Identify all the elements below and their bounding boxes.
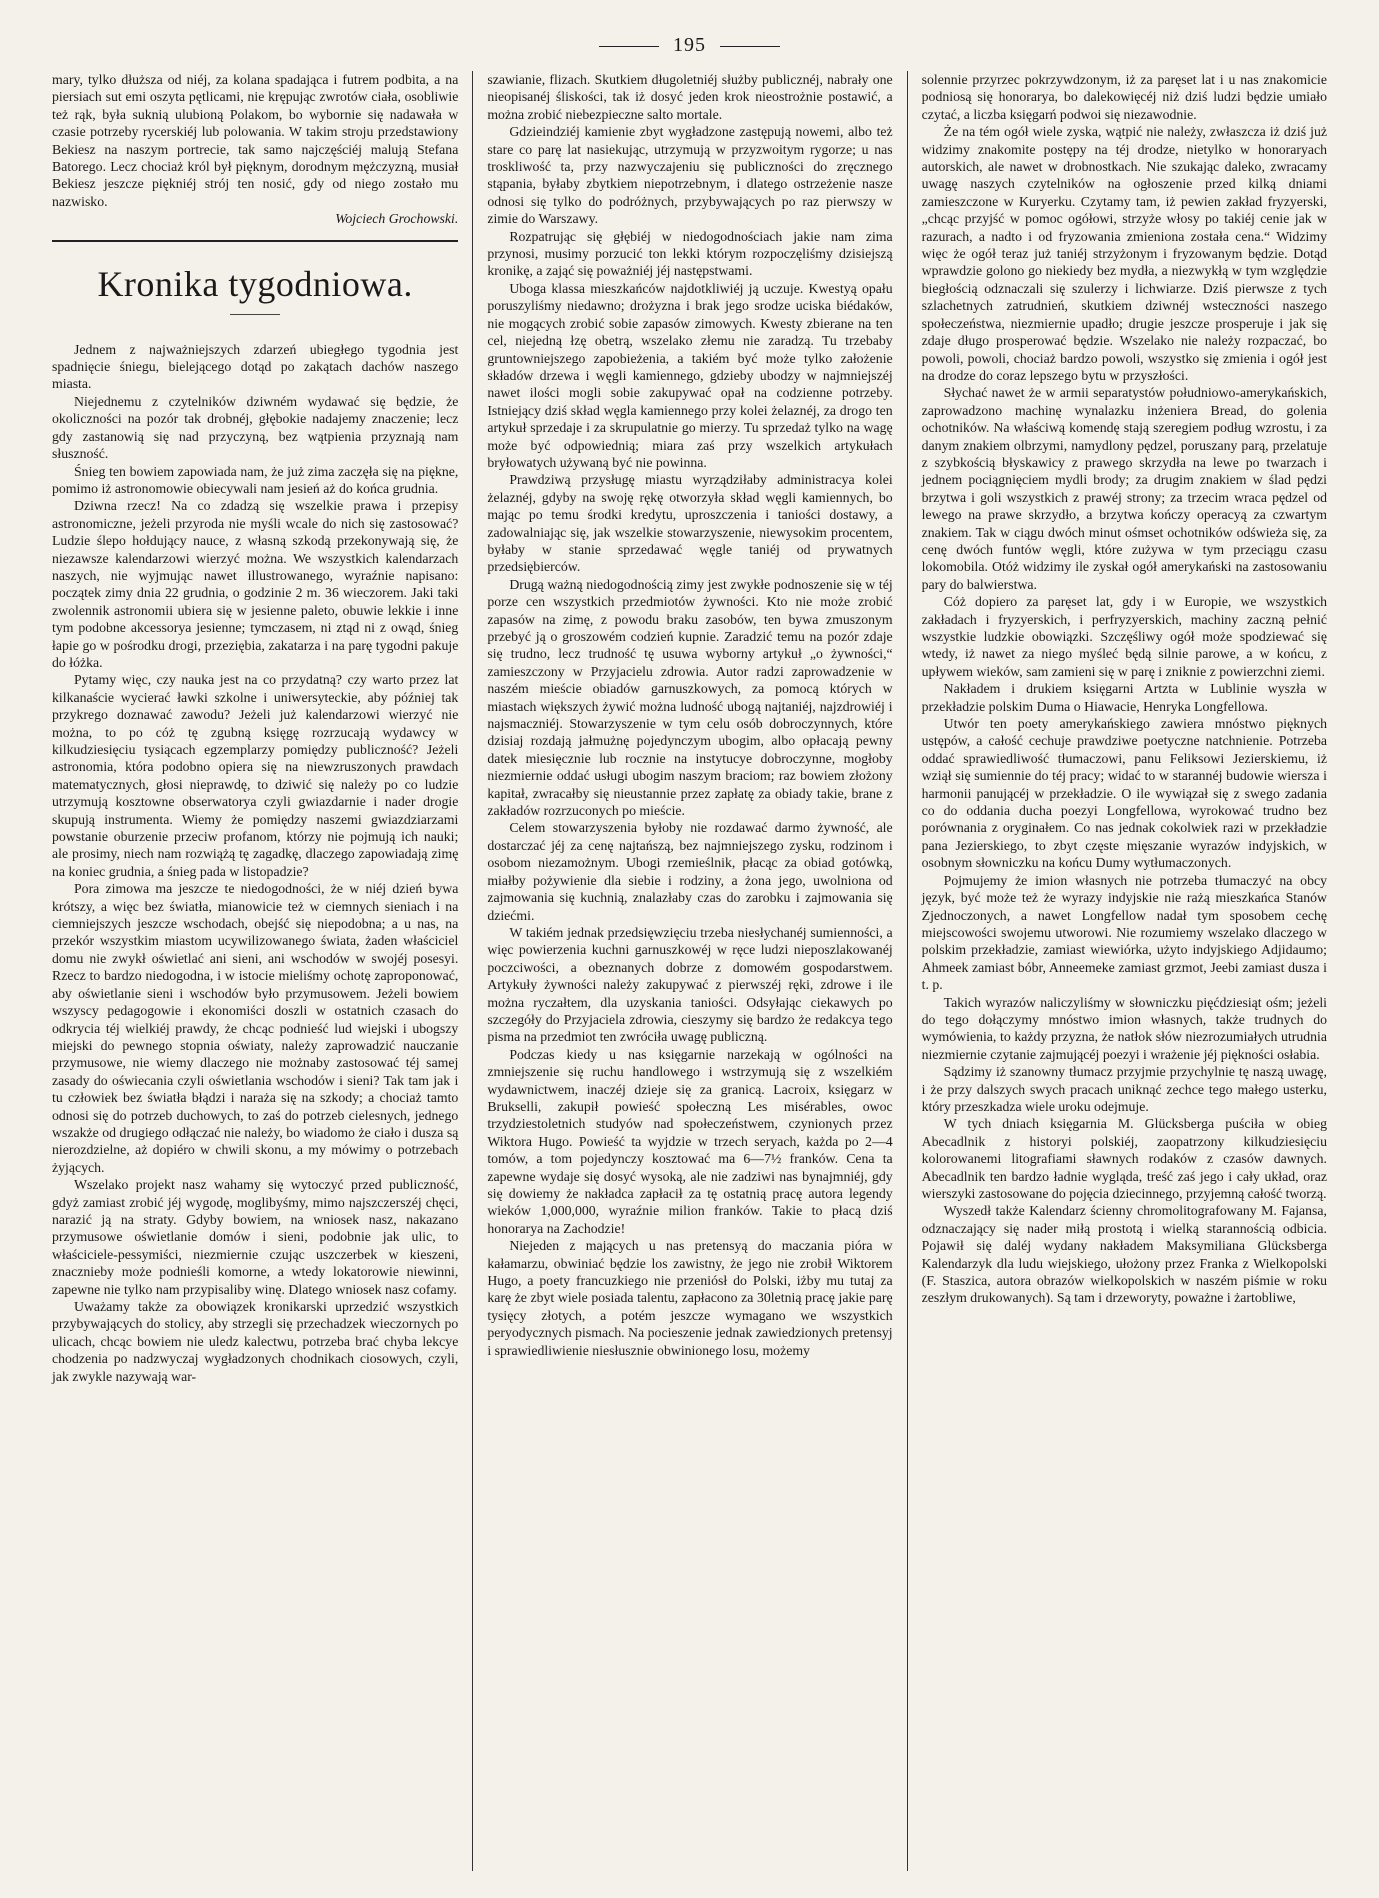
article-ending: mary, tylko dłuższa od niéj, za kolana spadająca i futrem podbita, a na piersiach sut emi oszyta pętlicami, nie krępując zwrotów ciała, osobliwie też rąk, była suknią ulubioną Polakom, bo wybornie się nadawała w czasie potrzeby rycerskiéj lub polowania. W takim stroju przedstawiony Bekiesz na naszym portrecie, tak samo najczęściéj malują Stefana Batorego. Lecz chociaż król był pięknym, dorodnym mężczyzną, musiał Bekiesz jeszcze piękniéj strój ten nosić, gdy od niego zostało mu nazwisko. <box>52 72 459 209</box>
paragraph: Pora zimowa ma jeszcze te niedogodności, że w niéj dzień bywa krótszy, a więc bez światła, mianowicie też w ciemnych sieniach i na ciemniejszych jeszcze wschodach, obejść się niepodobna; a u nas, na przekór wszystkim miastom ucywilizowanego świata, żaden właściciel domu nie zwykł oświetlać ani sieni, ani wschodów w swojéj posesyi. Rzecz to bardzo niedogodna, i w istocie mieliśmy ochotę zaproponować, aby oświetlanie sieni i wschodów było przymusowem. Jeżeli bowiem wszyscy pedagogowie i ekonomiści doszli w ostatnich czasach do odkrycia téj wielkiéj prawdy, że chcąc podnieść lud wiejski i ubogszy miejski do pewnego stopnia oświaty, należy zaprowadzić nauczanie przymusowe, nie wiemy dlaczego nie możnaby zastosować téj samej zasady do oświecania czyli oświetlania wschodów i sieni? Tak tam jak i tu człowiek bez światła błądzi i naraża się na szkody; a chociaż tamto odnosi się do potrzeb duchowych, to zaś do potrzeb cielesnych, jednego wszakże od drugiego odłączać nie należy, bo wiadomo że ciało i dusza są nierozdzielne, aż dopiéro w chwili skonu, a my mówimy o potrzebach żyjących. <box>52 881 459 1175</box>
paragraph: Niejednemu z czytelników dziwném wydawać się będzie, że okoliczności na pozór tak drobnéj, głębokie nadajemy znaczenie; lecz gdy zastanowią się nad przyczyną, bez wątpienia przyznają nam słuszność. <box>52 393 459 462</box>
page-number-text: 195 <box>673 34 706 56</box>
paragraph: Gdzieindziéj kamienie zbyt wygładzone zastępują nowemi, albo też stare co parę lat nasiekując, utrzymują w przyzwoitym rygorze; u nas troskliwość ta, przy nazwyczajeniu się publiczności do zręcznego stąpania, byłaby zbytkiem niepotrzebnym, i dlatego ostrzeżenie nasze odnosi się tylko do podróżnych, przybywających po raz pierwszy w zimie do Warszawy. <box>487 124 893 227</box>
paragraph: Podczas kiedy u nas księgarnie narzekają w ogólności na zmniejszenie się ruchu handlowego i wstrzymują się z wszelkiém wydawnictwem, inaczéj dzieje się za granicą. Lacroix, księgarz w Brukselli, zakupił powieść społeczną Les misérables, owoc trzydziestoletnich studyów nad społeczeństwem, czynionych przez Wiktora Hugo. Powieść ta wyjdzie w trzech seryach, każda po 2—4 tomów, a tom pojedynczy kosztować ma 6—7½ franków. Cena ta zapewne wydaje się dosyć wysoką, ale nie zadziwi nas bynajmniéj, gdy się dowiemy że nakładca zapłacił za tę ostatnią pracę autora legendy wieków 1,000,000, wyraźnie milion franków. Takie to płacą dziś honorarya na Zachodzie! <box>487 1046 893 1236</box>
column-2 <box>472 71 906 1871</box>
section-divider <box>52 240 458 242</box>
paragraph: Nakładem i drukiem księgarni Artzta w Lublinie wyszła w przekładzie polskim Duma o Hiawacie, Henryka Longfellowa. <box>921 681 1327 714</box>
paragraph: Takich wyrazów naliczyliśmy w słowniczku pięćdziesiąt ośm; jeżeli do tego dołączymy mnóstwo imion własnych, także trudnych do wymówienia, to każdy przyzna, że natłok słów niezrozumiałych utrudnia niezmiernie czytanie zajmującéj poezyi i wrażenie jéj piękności osłabia. <box>921 994 1327 1062</box>
column-1 <box>38 71 472 1871</box>
paragraph: szawianie, flizach. Skutkiem długoletniéj służby publicznéj, nabrały one nieopisanéj śliskości, tak iż dosyć jeden krok nieostrożnie postawić, a można zrobić niebezpieczne salto mortale. <box>487 72 893 122</box>
paragraph: Że na tém ogół wiele zyska, wątpić nie należy, zwłaszcza iż dziś już widzimy znakomite postępy na téj drodze, nietylko w honoraryach autorskich, ale nawet w drobnostkach. Nie szukając daleko, zwracamy uwagę naszych czytelników na ogłoszenie przed kilką dniami zamieszczone w Kuryerku. Czytamy tam, iż pewien zakład fryzyerski, „chcąc przyjść w pomoc ogółowi, strzyże włosy po takiéj cenie jak w razurach, a nadto i od fryzowania zmieniona została cena.“ Widzimy więc że ogół teraz już taniéj strzyżonym i fryzowanym będzie. Dotąd wprawdzie golono go niekiedy bez mydła, a niezwykłą w tym względzie biegłością odznaczali się szulerzy i lichwiarze. Dziś pierwsze z tych szlachetnych zatrudnień, skutkiem dziwnéj wsteczności naszego społeczeństwa, niezmiernie upadło; drugie jeszcze prosperuje i jak się zdaje długo prosperować będzie. Wszelako nie należy rozpaczać, bo powoli, powoli, chociaż bardzo powoli, wszystko się zmienia i ogół jest na drodze do coraz lepszego bytu w przyszłości. <box>921 124 1327 383</box>
paragraph: Utwór ten poety amerykańskiego zawiera mnóstwo pięknych ustępów, a całość cechuje prawdziwe poetyczne natchnienie. Potrzeba oddać sprawiedliwość tłumaczowi, panu Feliksowi Jezierskiemu, iż wziął się sumiennie do téj pracy; widać to w starannéj budowie wiersza i harmonii panującéj w przekładzie. O ile wywiązał się z swego zadania co do oddania ducha poezyi Longfellowa, wyrokować trudno bez porównania z oryginałem. Co nas jednak cokolwiek razi w przekładzie pana Jezierskiego, to zbyt częste mięszanie wyrazów indyjskich, w osobnym słowniczku na końcu Dumy wytłumaczonych. <box>921 716 1327 871</box>
paragraph: Dziwna rzecz! Na co zdadzą się wszelkie prawa i przepisy astronomiczne, jeżeli przyroda nie myśli wcale do nich się zastosować? Ludzie ślepo hołdujący nauce, z własną szkodą przekonywają się, że niezawsze kalendarzowi wierzyć można. We wszystkich kalendarzach naszych, nie wyjmując nawet illustrowanego, wyraźnie napisano: początek zimy dnia 22 grudnia, o godzinie 2 m. 36 wieczorem. Jaki taki zwolennik astronomii ubiera się w jesienne paleto, obuwie lekkie i inne tym podobne akcessorya jesienne; tymczasem, ni ztąd ni z owąd, śnieg łapie go w pośrodku drogi, przeziębia, zakatarza i na parę tygodni pakuje do łóżka. <box>52 498 459 670</box>
paragraph: Uważamy także za obowiązek kronikarski uprzedzić wszystkich przybywających do stolicy, aby strzegli się przechadzek wieczornych po ulicach, chcąc bowiem nie uledz kalectwu, potrzeba brać chyba lekcye chodzenia po nadzwyczaj wygładzonych chodnikach ciosowych, czyli, jak zwykle nazywają war- <box>52 1299 459 1384</box>
paragraph: Niejeden z mających u nas pretensyą do maczania pióra w kałamarzu, obwiniać będzie los zawistny, że jego nie zrobił Wiktorem Hugo, a poety francuzkiego nie przeniósł do Polski, iżby mu tutaj za karę że zbyt wiele posiada talentu, zapłacono za 30letnią pracę jakie parę tysięcy złotych, a potém jeszcze wymagano we wszystkich peryodycznych pismach. Na pocieszenie jednak zawiedzionych pretensyj i sprawiedliwienie niesłusznie obwinionego losu, możemy <box>487 1238 893 1358</box>
column-3 <box>907 71 1341 1871</box>
page-number-dash-left <box>599 46 659 47</box>
paragraph: Śnieg ten bowiem zapowiada nam, że już zima zaczęła się na piękne, pomimo iż astronomowie obiecywali nam jesień aż do końca grudnia. <box>52 463 459 496</box>
paragraph: Sądzimy iż szanowny tłumacz przyjmie przychylnie tę naszą uwagę, i że przy dalszych swych pracach uniknąć zechce tego małego usterku, który przeszkadza wiele uroku odejmuje. <box>921 1064 1327 1114</box>
paragraph: Uboga klassa mieszkańców najdotkliwiéj ją uczuje. Kwestyą opału poruszyliśmy niedawno; drożyzna i brak jego srodze uciska biédaków, nie mogących zrobić sobie zapasów zimowych. Kwesty zbierane na ten cel, niejedną łzę obetrą, wszelako złemu nie zaradzą. Tu trzebaby gruntowniejszego zapobieżenia, a takiém być może tylko założenie składów drzewa i węgli kamiennego, gdzieby ubodzy w najmniejszéj nawet ilości mogli sobie zakupywać opał na codzienne potrzeby. Istniejący dziś skład węgla kamiennego przy kolei żelaznéj, za drogo ten artykuł sprzedaje i za skrupulatnie go mierzy. Tu sprzedaż tylko na wagę może być odpowiednią; miara zaś przy wszelkich artykułach bryłowatych używaną być nie powinna. <box>487 280 893 470</box>
paragraph: Pytamy więc, czy nauka jest na co przydatną? czy warto przez lat kilkanaście wycierać ławki szkolne i uniwersyteckie, aby później tak przykrego doznawać zawodu? Jeżeli już kalendarzowi wierzyć nie można, to po cóż tę zgubną księgę rozrzucają wydawcy w kilkudziesięciu tysiącach egzemplarzy pomiędzy publiczność? Jeżeli astronomia, która podobno opiera się na niewzruszonych prawdach matematycznych, głosi nieprawdę, to dziwić się należy po co ludzie utrzymują kosztowne obserwatorya czyli gwiazdarnie i nader drogie skupują instrumenta. Wiemy że pomiędzy naszemi gwiazdziarzami powstanie oburzenie przeciw profanom, którzy nie pojmują ich nauki; ale prosimy, niech nam rozwiążą tę zagadkę, dlaczego zapowiadają zimę na koniec grudnia, a śnieg pada w listopadzie? <box>52 672 459 879</box>
page-number <box>38 34 1341 57</box>
title-underline <box>230 314 280 315</box>
paragraph: W takiém jednak przedsięwzięciu trzeba niesłychanéj sumienności, a więc powierzenia kuchni garnuszkowéj w ręce ludzi nieposzlakowanéj poczciwości, a obeznanych dobrze z domowém gospodarstwem. Artykuły żywności należy zakupywać z pierwszéj ręki, zdrowe i ile można ryczałtem, dla uzyskania taniości. Odsyłając ciekawych po szczegóły do Przyjaciela zdrowia, cieszymy się bardzo że redakcya tego pisma na przedmiot ten zwróciła uwagę publiczną. <box>487 924 893 1045</box>
page-number-dash-right <box>720 46 780 47</box>
paragraph: W tych dniach księgarnia M. Glücksberga puściła w obieg Abecadlnik z historyi polskiéj, zaopatrzony kilkudziesięciu kolorowanemi litografiami sławnych rodaków z czasów dawnych. Abecadlnik ten bardzo ładnie wygląda, treść zaś jego i cały układ, oraz wierszyki zastosowane do pojęcia dziecinnego, przyjemną całość tworzą. <box>921 1116 1327 1201</box>
section-title: Kronika tygodniowa. <box>97 263 413 304</box>
paragraph: Rozpatrując się głębiéj w niedogodnościach jakie nam zima przynosi, musimy porzucić ton lekki którym rozpoczęliśmy dzisiejszą kronikę, a zająć się poważniéj jéj następstwami. <box>487 228 893 279</box>
author-signature: Wojciech Grochowski. <box>335 211 459 227</box>
paragraph: Jednem z najważniejszych zdarzeń ubiegłego tygodnia jest spadnięcie śniegu, bielejącego dotąd po zakątach dachów naszego miasta. <box>52 341 459 392</box>
chronicle-body <box>52 341 458 1385</box>
paragraph: Wszelako projekt nasz wahamy się wytoczyć przed publiczność, gdyż zamiast zrobić jéj wygodę, moglibyśmy, mimo najszczerszéj chęci, narazić ją na straty. Gdyby bowiem, na wniosek nasz, nakazano przymusowe oświetlanie domów i sieni, podobnie jak ulic, to właściciele-pessymiści, niezmiernie czując uszczerbek w kieszeni, znacznieby może podnieśli komorne, a wtedy lokatorowie niewinni, zapewne nie tylko nam przypisaliby winę. Dlatego wniosek nasz cofamy. <box>52 1177 459 1297</box>
paragraph: Pojmujemy że imion własnych nie potrzeba tłumaczyć na obcy język, być może też że wyrazy indyjskie nie rażą mieszkańca Stanów Zjednoczonych, a nawet Longfellow nadał tym sposobem cechę miejscowości swojemu utworowi. Nie rozumiemy wszelako dlaczego w polskim przekładzie, zamiast wiewiórka, użyto indyjskiego Adjidaumo; Ahmeek zamiast bóbr, Anneemeke zamiast grzmot, Jeebi zamiast dusza i t. p. <box>921 872 1327 993</box>
paragraph: solennie przyrzec pokrzywdzonym, iż za paręset lat i u nas znakomicie podniosą się honorarya, bo dalekowięcéj niż dziś ludzi będzie umiało czytać, a liczba księgarń podwoi się niezawodnie. <box>921 72 1327 122</box>
paragraph: Drugą ważną niedogodnością zimy jest zwykłe podnoszenie się w téj porze cen wszystkich przedmiotów żywności. Kto nie może zrobić zapasów na zimę, z powodu braku zasobów, ten bywa zmuszonym przebyć ją o groszowém codzień kupnie. Zaradzić temu na pozór zdaje się trudno, lecz trudność tę usuwa wyborny artykuł „o żywności,“ zamieszczony w Przyjacielu zdrowia. Autor radzi zaprowadzenie w naszém mieście obiadów garnuszkowych, za pomocą których w miastach większych żywić można ludność ubogą najtaniéj, najzdrowiéj i najsmaczniéj. Stowarzyszenie w tym celu osób dobroczynnych, które dzisiaj rozdają jałmużnę pojedynczym ubogim, albo opłacają pewny datek miesięcznie lub rocznie na instytucye dobroczynne, mogłoby niezmiernie oddać usługi ubogim naszym braciom; raz bowiem złożony kapitał, zwracałby się nieustannie przez zapłatę za obiady takie, brane z zakładów rozrzuconych po mieście. <box>487 576 893 819</box>
paragraph: Cóż dopiero za paręset lat, gdy i w Europie, we wszystkich zakładach i fryzyerskich, i perfryzyerskich, machiny zaczną pełnić wszystkie ludzkie obowiązki. Szczęśliwy ogół może spodziewać się wtedy, iż nawet za niego myśleć będą silnie parowe, a w końcu, z upływem wieków, sam zamieni się w parę i zniknie z powierzchni ziemi. <box>921 594 1327 679</box>
paragraph: Celem stowarzyszenia byłoby nie rozdawać darmo żywność, ale dostarczać jéj za cenę najtańszą, bez najmniejszego zysku, rodzinom i osobom niezamożnym. Ubogi rzemieślnik, płacąc za obiad gotówką, miałby pożywienie dla siebie i rodziny, a żona jego, uwolniona od zajmowania się kuchnią, znalazłaby czas do zarobku i zajmowania się dziećmi. <box>487 820 893 923</box>
paragraph: Prawdziwą przysługę miastu wyrządziłaby administracya kolei żelaznéj, gdyby na swoję rękę otworzyła skład węgli kamiennych, bo mając po temu środki kredytu, uproszczenia i taniości dostawy, a zadowalniając się, jak wszelkie stowarzyszenie, niewysokim procentem, byłaby w stanie sprzedawać węgle taniéj od prywatnych przedsiębierców. <box>487 472 893 575</box>
paragraph: Wyszedł także Kalendarz ścienny chromolitografowany M. Fajansa, odznaczający się nader miłą prostotą i wielką starannością odbicia. Pojawił się daléj wydany nakładem Maksymiliana Glücksberga Kalendarzyk dla ludu wiejskiego, ułożony przez Franka z Wielkopolski (F. Staszica, autora obrazów wielkopolskich w naszém piśmie w roku zeszłym drukowanych). Są tam i drzeworyty, poważne i żartobliwe, <box>921 1203 1327 1306</box>
paragraph: Słychać nawet że w armii separatystów południowo-amerykańskich, zaprowadzono machinę wynalazku inżeniera Bread, do golenia ochotników. Na właściwą komendę stają szeregiem podług wzrostu, i za danym znakiem olbrzymi, namydlony pędzel, poruszany parą, przelatuje z szybkością błyskawicy z prawego skrzydła na lewe po twarzach i jednem pociągnięciem mydli brody; za drugim znakiem w ślad pędzi brzytwa i goli wszystkich z prawéj strony; za trzecim wraca pędzel od lewego na prawe skrzydło, a brzytwa kończy operacyą za czwartym znakiem. Tak w ciągu dwóch minut ośmset ochotników odświeża się, za cenę dwóch funtów węgli, które zużywa w tym przeciągu czasu lokomobila. Otóż widzimy ile zyskał ogół amerykański na zastosowaniu pary do balwierstwa. <box>921 385 1327 592</box>
text-columns <box>38 71 1341 1871</box>
